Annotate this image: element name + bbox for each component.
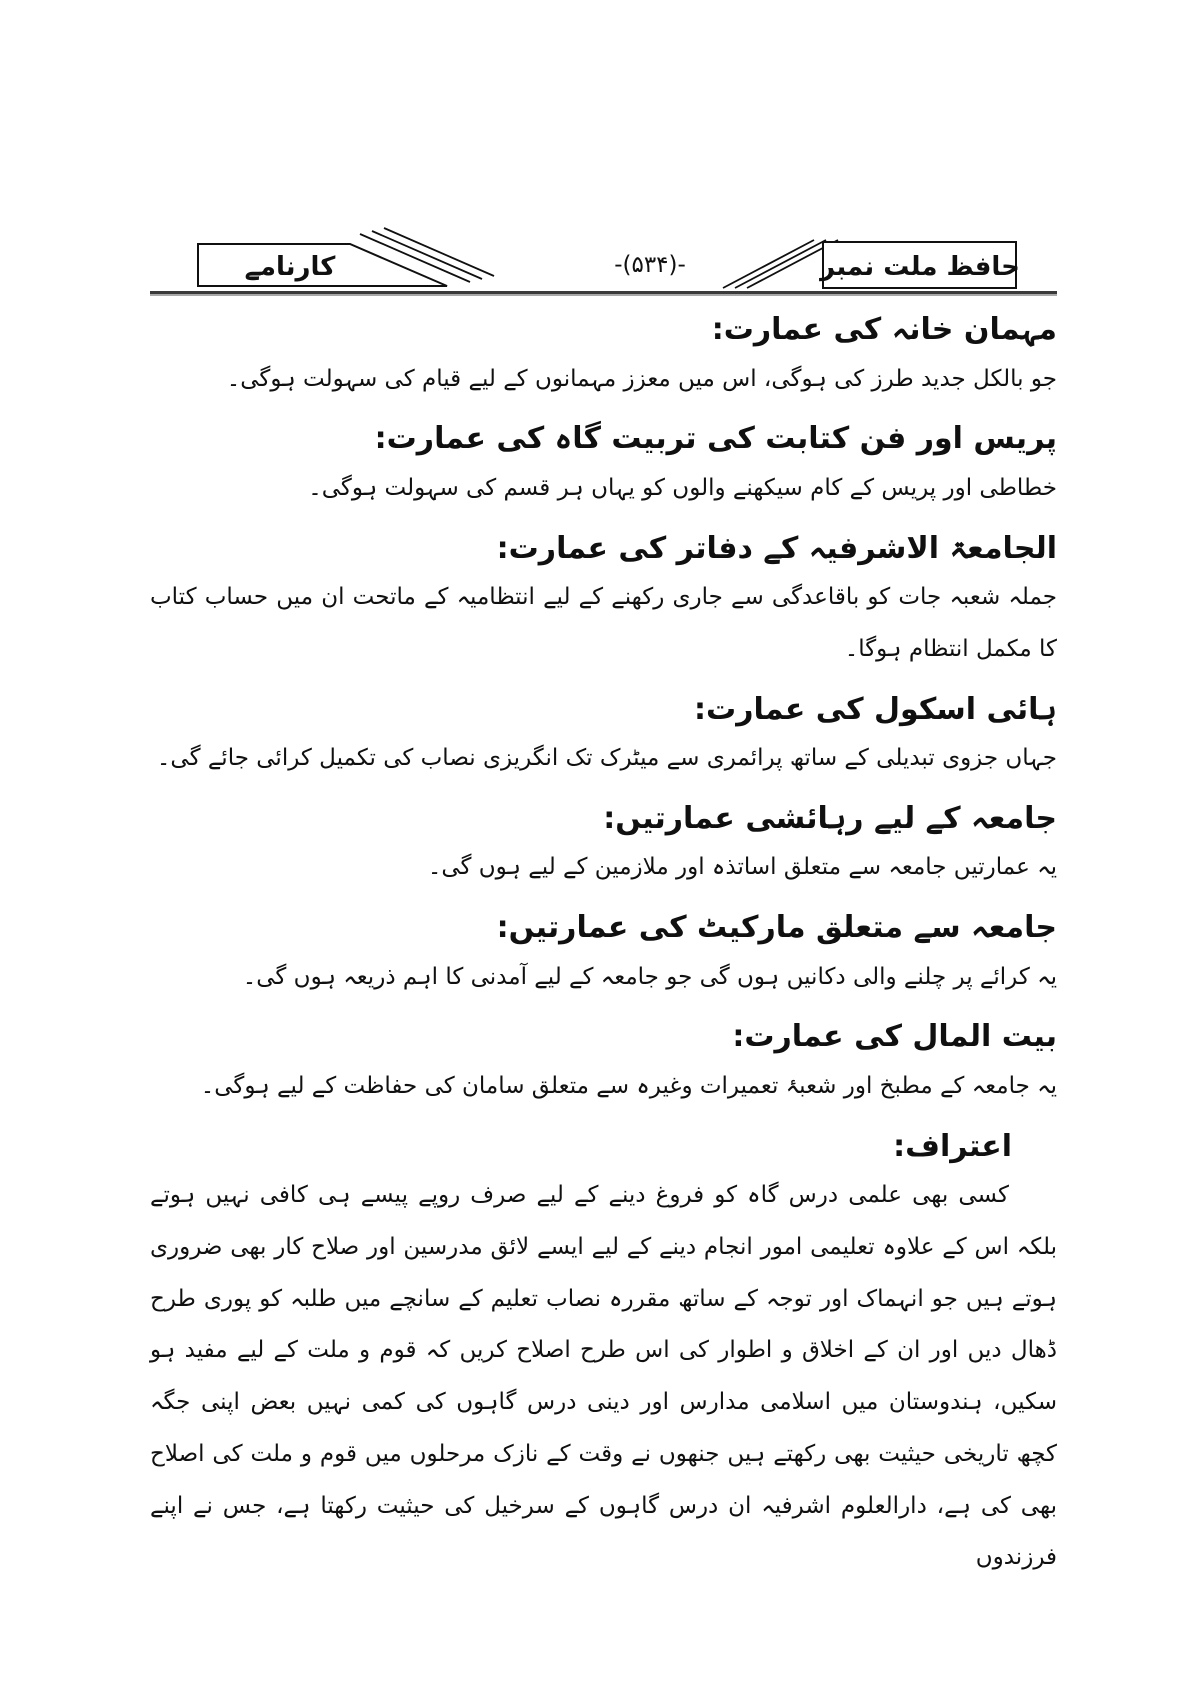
page-header [150,220,1057,296]
section-paragraph: یہ عمارتیں جامعہ سے متعلق اساتذہ اور ملازمین کے لیے ہوں گی۔ [427,854,1057,881]
header-left-tab [198,228,494,286]
section-paragraph: کسی بھی علمی درس گاہ کو فروغ دینے کے لیے صرف روپے پیسے ہی کافی نہیں ہوتے بلکہ اس کے علاوہ تعلیمی امور انجام دینے کے لیے ایسے لائق مدرسین اور صلاح کار بھی ضروری ہوتے ہیں جو انہماک اور توجہ کے ساتھ مقررہ نصاب تعلیم کے سانچے میں طلبہ کو پوری طرح ڈھال دیں اور ان کے اخلاق و اطوار کی اس طرح اصلاح کریں کہ قوم و ملت کے لیے مفید ہو سکیں، ہندوستان میں اسلامی مدارس اور دینی درس گاہوں کی کمی نہیں بعض اپنی جگہ کچھ تاریخی حیثیت بھی رکھتے ہیں جنھوں نے وقت کے نازک مرحلوں میں قوم و ملت کی اصلاح بھی کی ہے، دارالعلوم اشرفیہ ان درس گاہوں کے سرخیل کی حیثیت رکھتا ہے، جس نے اپنے فرزندوں [150,1182,1057,1571]
section-residential [150,797,1057,894]
section-heading: جامعہ کے لیے رہائشی عمارتیں: [603,800,1057,836]
header-double-rule [150,291,1057,296]
section-paragraph: خطاطی اور پریس کے کام سیکھنے والوں کو یہاں ہر قسم کی سہولت ہوگی۔ [308,474,1057,501]
section-paragraph: جہاں جزوی تبدیلی کے ساتھ پرائمری سے میٹرک تک انگریزی نصاب کی تکمیل کرائی جائے گی۔ [156,745,1057,771]
section-baitulmal [150,1015,1057,1112]
section-heading: ہائی اسکول کی عمارت: [694,691,1057,727]
article-body [150,308,1057,1584]
section-paragraph: یہ کرائے پر چلنے والی دکانیں ہوں گی جو جامعہ کے لیے آمدنی کا اہم ذریعہ ہوں گی۔ [242,963,1057,990]
section-heading: اعتراف: [893,1128,1012,1164]
section-heading: الجامعۃ الاشرفیہ کے دفاتر کی عمارت: [496,530,1057,566]
header-page-number: -(۵۳۴)- [614,252,686,278]
right-tab-label: حافظ ملت نمبر [820,252,1020,282]
page-content [150,220,1057,1590]
section-market [150,906,1057,1003]
section-heading: پریس اور فن کتابت کی تربیت گاہ کی عمارت: [374,421,1057,457]
section-paragraph: یہ جامعہ کے مطبخ اور شعبۂ تعمیرات وغیرہ سے متعلق سامان کی حفاظت کے لیے ہوگی۔ [200,1072,1057,1099]
section-heading: جامعہ سے متعلق مارکیٹ کی عمارتیں: [496,910,1057,945]
header-band [150,220,1057,290]
header-right-tab [723,240,1020,288]
section-heading: مہمان خانہ کی عمارت: [711,312,1057,347]
section-heading: بیت المال کی عمارت: [732,1019,1057,1055]
section-paragraph: جملہ شعبہ جات کو باقاعدگی سے جاری رکھنے کے لیے انتظامیہ کے ماتحت ان میں حساب کتاب کا مکمل انتظام ہوگا۔ [150,584,1057,662]
section-paragraph: جو بالکل جدید طرز کی ہوگی، اس میں معزز مہمانوں کے لیے قیام کی سہولت ہوگی۔ [226,365,1057,392]
section-acknowledgement [150,1125,1057,1585]
section-guesthouse [150,308,1057,405]
left-tab-label: کارنامے [244,252,336,282]
section-press-training [150,417,1057,514]
section-offices [150,527,1057,676]
section-high-school [150,688,1057,785]
